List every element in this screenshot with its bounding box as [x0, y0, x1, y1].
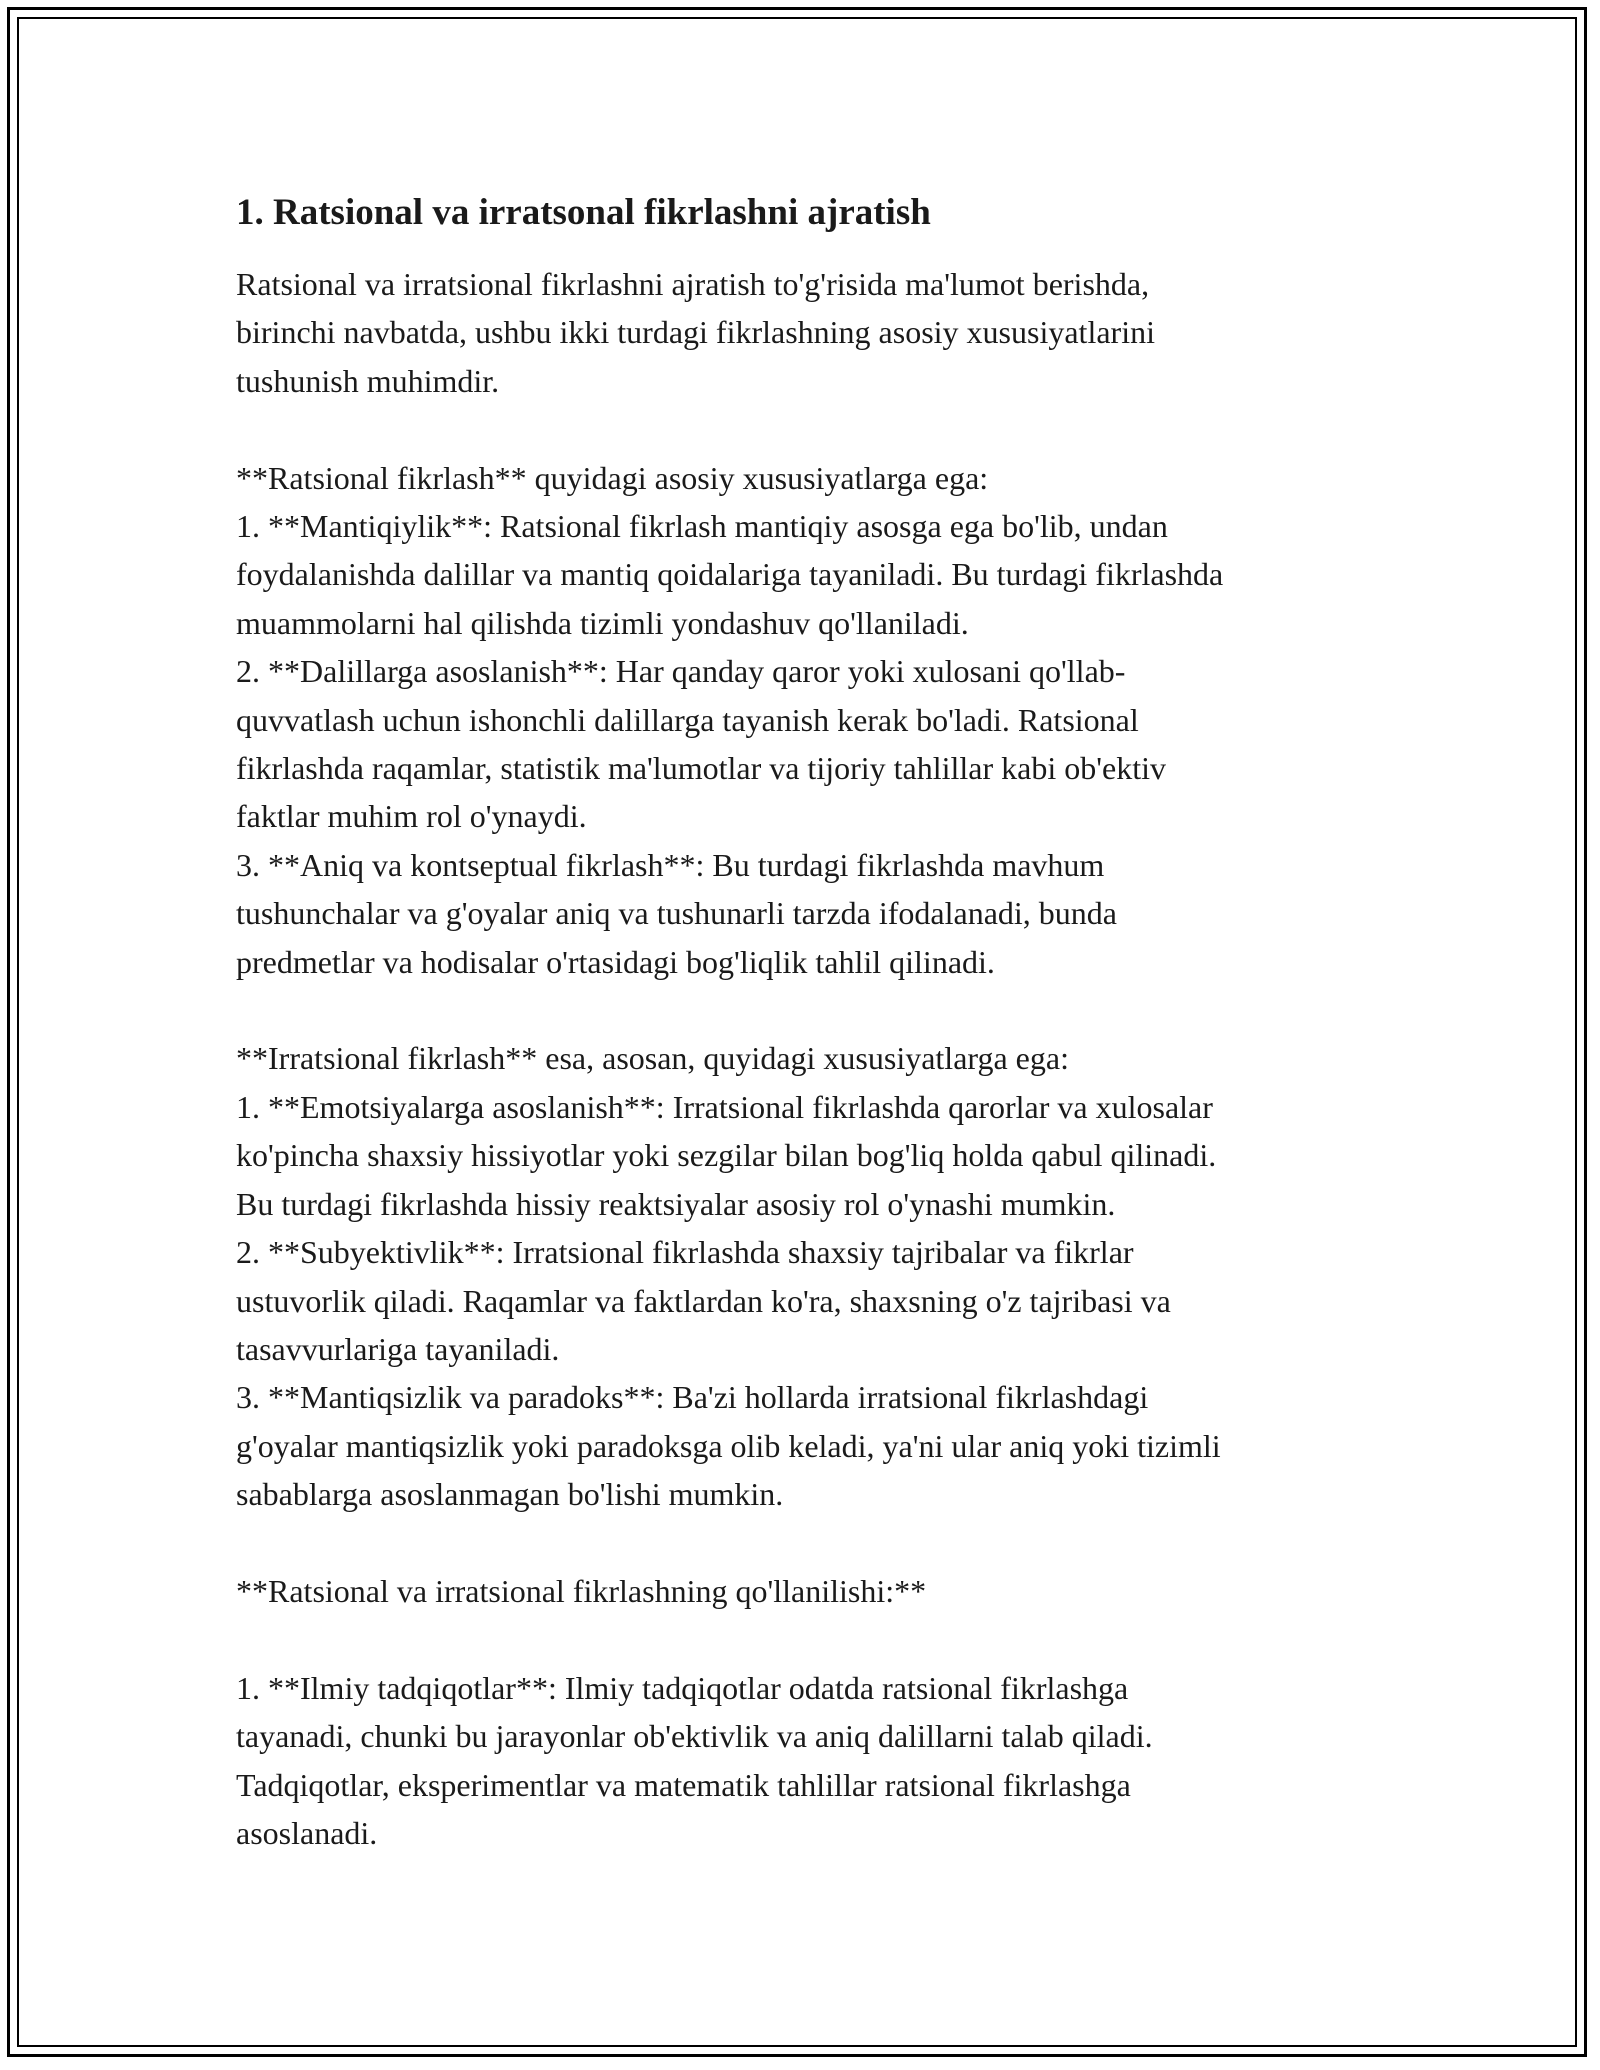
- paragraph-spacer: [236, 405, 1386, 453]
- paragraph-spacer: [236, 986, 1386, 1034]
- application-heading: **Ratsional va irratsional fikrlashning qo'llanilishi:**: [236, 1572, 927, 1609]
- section-heading: 1. Ratsional va irratsonal fikrlashni ajratish: [236, 192, 931, 233]
- application-section: 1. **Ilmiy tadqiqotlar**: Ilmiy tadqiqotlar odatda ratsional fikrlashga tayanadi, chunki bu jarayonlar ob'ektivlik va aniq dalillarni talab qiladi. Tadqiqotlar, eksperimentlar va matematik tahlillar ratsional fikrlashga asoslanadi.: [236, 1669, 1153, 1851]
- irrational-thinking-section: **Irratsional fikrlash** esa, asosan, quyidagi xususiyatlarga ega: 1. **Emotsiyalarga asoslanish**: Irratsional fikrlashda qarorlar va xulosalar ko'pincha shaxsiy hissiyotlar yoki sezgilar bilan bog'liq holda qabul qilinadi. Bu turdagi fikrlashda hissiy reaktsiyalar asosiy rol o'ynashi mumkin. 2. **Subyektivlik**: Irratsional fikrlashda shaxsiy tajribalar va fikrlar ustuvorlik qiladi. Raqamlar va faktlardan ko'ra, shaxsning o'z tajribasi va tasavvurlariga tayaniladi. 3. **Mantiqsizlik va paradoks**: Ba'zi hollarda irratsional fikrlashdagi g'oyalar mantiqsizlik yoki paradoksga olib keladi, ya'ni ular aniq yoki tizimli sabablarga asoslanmagan bo'lishi mumkin.: [236, 1040, 1221, 1513]
- paragraph-spacer: [236, 1615, 1386, 1663]
- rational-thinking-section: **Ratsional fikrlash** quyidagi asosiy xususiyatlarga ega: 1. **Mantiqiylik**: Ratsional fikrlash mantiqiy asosga ega bo'lib, undan foydalanishda dalillar va mantiq qoidalariga tayaniladi. Bu turdagi fikrlashda muammolarni hal qilishda tizimli yondashuv qo'llaniladi. 2. **Dalillarga asoslanish**: Har qanday qaror yoki xulosani qo'llab- quvvatlash uchun ishonchli dalillarga tayanish kerak bo'ladi. Ratsional fikrlashda raqamlar, statistik ma'lumotlar va tijoriy tahlillar kabi ob'ektiv faktlar muhim rol o'ynaydi. 3. **Aniq va kontseptual fikrlash**: Bu turdagi fikrlashda mavhum tushunchalar va g'oyalar aniq va tushunarli tarzda ifodalanadi, bunda predmetlar va hodisalar o'rtasidagi bog'liqlik tahlil qilinadi.: [236, 459, 1224, 980]
- document-body: [236, 188, 1386, 1857]
- paragraph-spacer: [236, 1519, 1386, 1567]
- intro-paragraph: Ratsional va irratsional fikrlashni ajratish to'g'risida ma'lumot berishda, birinchi navbatda, ushbu ikki turdagi fikrlashning asosiy xususiyatlarini tushunish muhimdir.: [236, 266, 1155, 399]
